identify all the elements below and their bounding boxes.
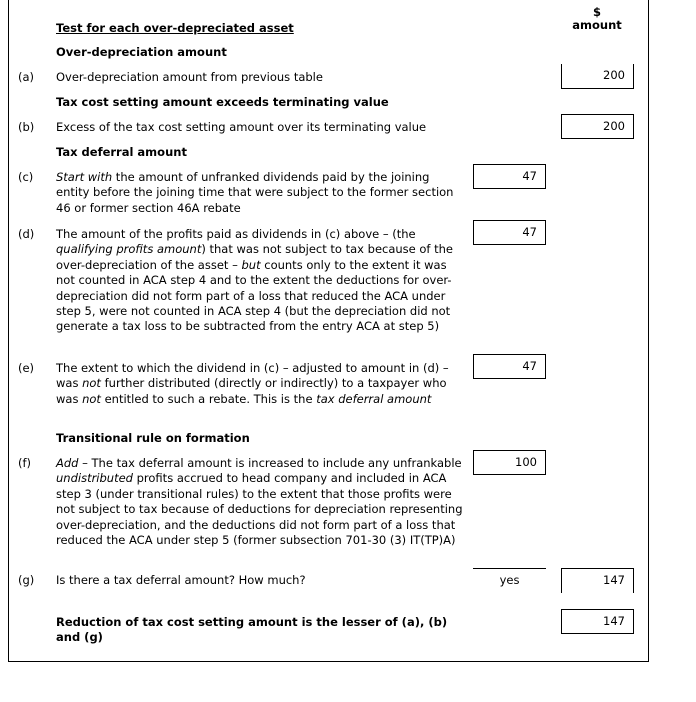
row-f-label: (f) (18, 456, 32, 470)
section-tax-deferral: Tax deferral amount (56, 145, 187, 159)
section-transitional: Transitional rule on formation (56, 431, 250, 445)
section-tcsa-exceeds: Tax cost setting amount exceeds terminating value (56, 95, 389, 109)
row-b-text: Excess of the tax cost setting amount over its terminating value (56, 120, 427, 134)
row-c-amount[interactable]: 47 (473, 164, 546, 189)
row-b-amount[interactable]: 200 (561, 114, 634, 139)
row-a-text: Over-depreciation amount from previous table (56, 70, 323, 84)
currency-symbol: $ (592, 5, 601, 19)
amount-column-header (561, 6, 633, 32)
row-g-answer[interactable]: yes (499, 573, 520, 587)
row-c-italic-lead: Start with (56, 170, 113, 184)
row-g-answer-rule (473, 568, 546, 569)
row-a-label: (a) (18, 70, 35, 84)
row-b-label: (b) (18, 120, 35, 134)
row-c-text: Start with the amount of unfranked dividends paid by the joining entity before the joining time that were subject to the former section 46 or former section 46A rebate (56, 170, 454, 215)
row-f-text: Add – The tax deferral amount is increased to include any unfrankable undistributed profits accrued to head company and included in ACA step 3 (under transitional rules) to the extent that those profits were not subject to tax because of deductions for depreciation representing over-depreciation, and the deductions did not form part of a loss that reduced the ACA under step 5 (former subsection 701-30 (3) IT(TP)A) (56, 456, 463, 548)
row-g-text: Is there a tax deferral amount? How much? (56, 573, 306, 587)
row-g-label: (g) (18, 573, 35, 587)
row-d-label: (d) (18, 227, 35, 241)
amount-column-label: amount (572, 18, 622, 32)
row-e-label: (e) (18, 361, 35, 375)
row-d-text: The amount of the profits paid as dividends in (c) above – (the qualifying profits amount) that was not subject to tax because of the over-depreciation of the asset – but counts only to the extent it was not counted in ACA step 4 and to the extent the deductions for over-depreciation did not form part of a loss that reduced the ACA under step 5, were not counted in ACA step 4 (but the depreciation did not generate a tax loss to be subtracted from the entry ACA at step 5) (56, 227, 454, 334)
section-over-depreciation: Over-depreciation amount (56, 45, 227, 59)
row-e-amount[interactable]: 47 (473, 354, 546, 379)
row-e-text: The extent to which the dividend in (c) – adjusted to amount in (d) – was not further distributed (directly or indirectly) to a taxpayer who was not entitled to such a rebate. This is the tax deferral amount (56, 361, 449, 406)
row-f-amount[interactable]: 100 (473, 450, 546, 475)
result-amount[interactable]: 147 (561, 609, 634, 634)
worksheet-title: Test for each over-depreciated asset (56, 21, 294, 35)
row-g-amount[interactable]: 147 (561, 568, 634, 593)
row-c-label: (c) (18, 170, 34, 184)
row-a-amount[interactable]: 200 (561, 64, 634, 89)
result-text: Reduction of tax cost setting amount is the lesser of (a), (b) and (g) (56, 615, 448, 644)
row-d-amount[interactable]: 47 (473, 220, 546, 245)
